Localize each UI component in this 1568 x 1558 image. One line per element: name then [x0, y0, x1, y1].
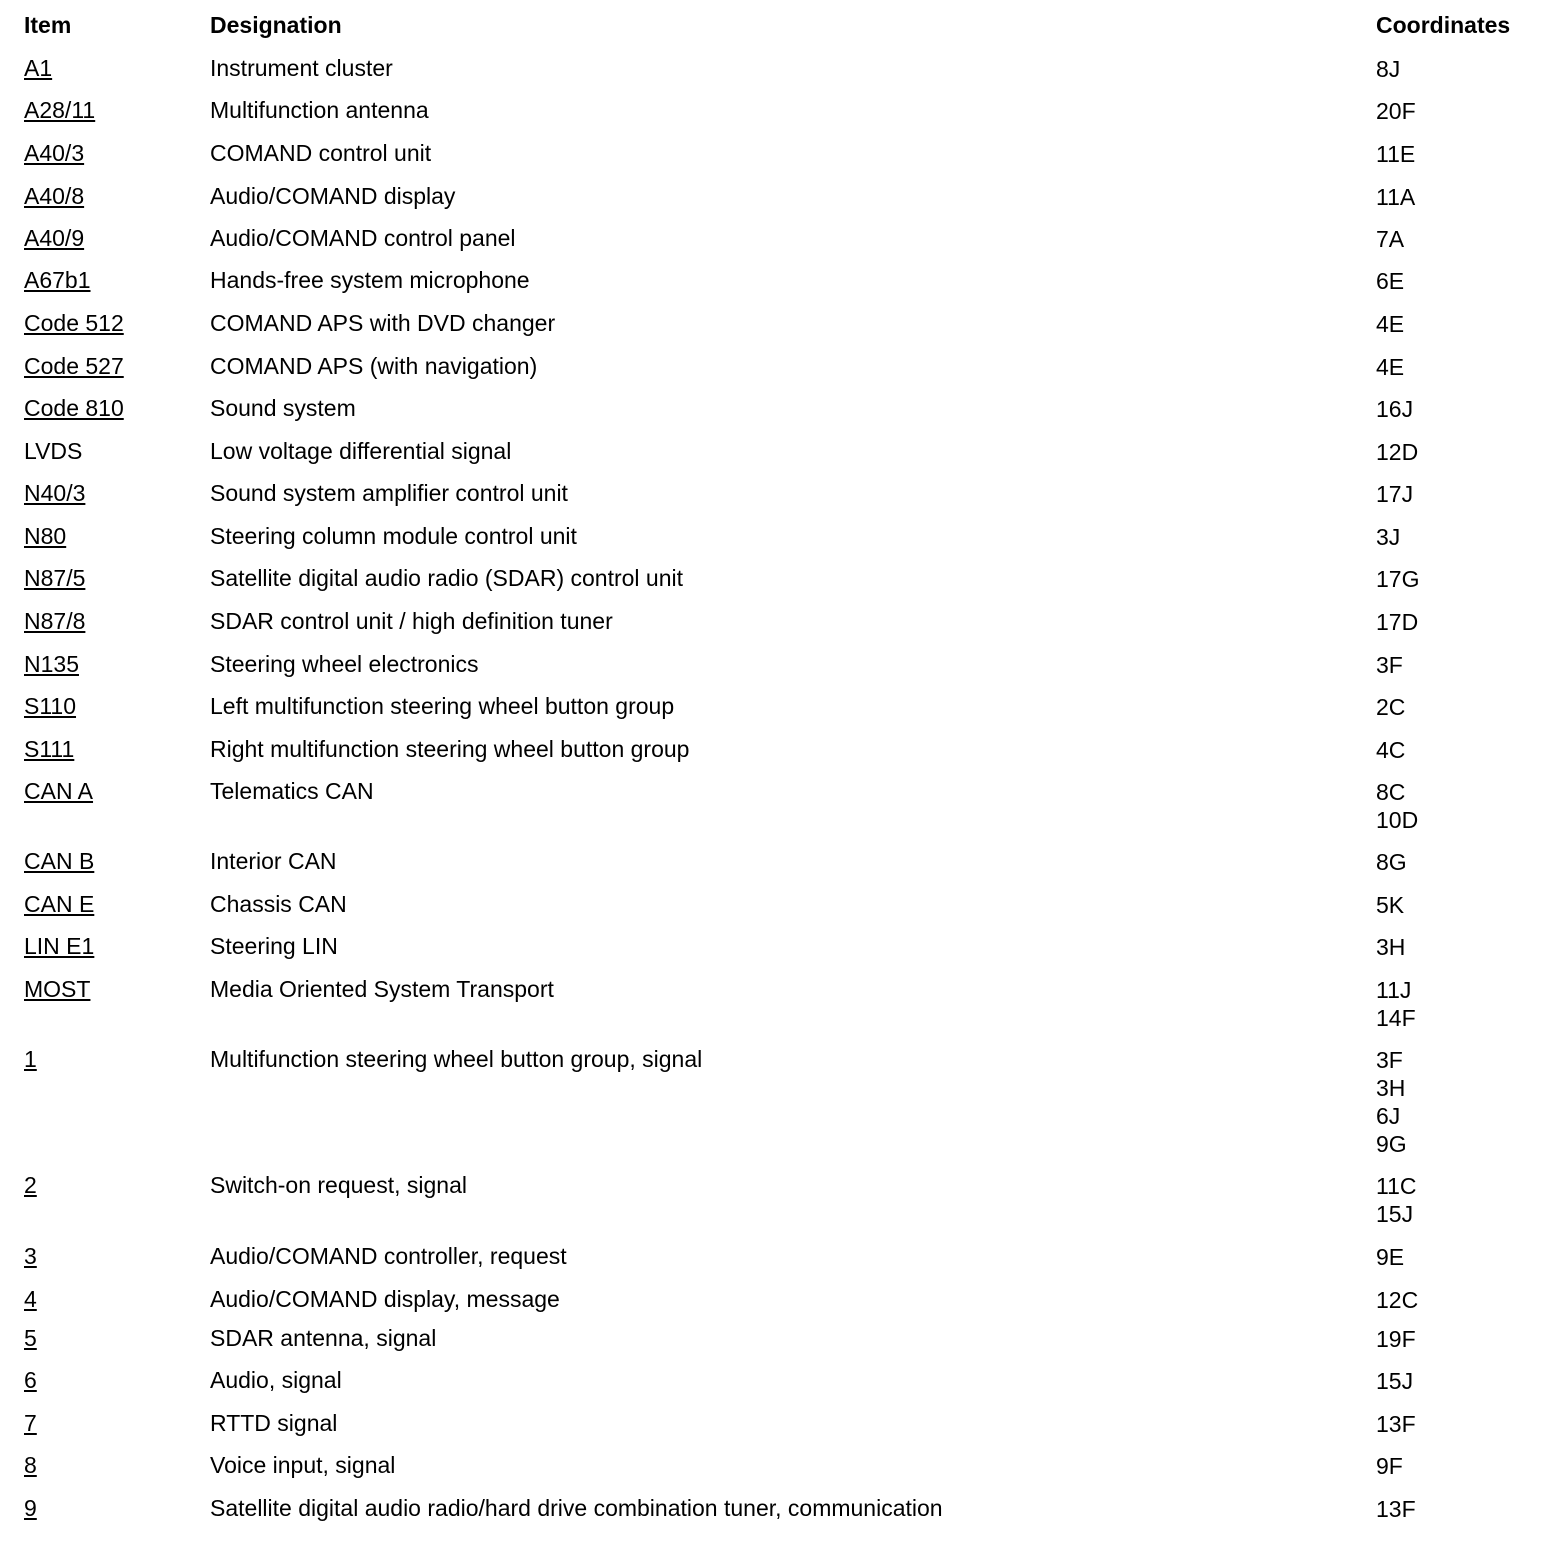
coordinate-value: 9F	[1376, 1453, 1403, 1479]
coordinate-value: 13F	[1376, 1411, 1416, 1437]
item-code: LVDS	[24, 438, 83, 464]
item-designation: Left multifunction steering wheel button group	[210, 693, 675, 719]
item-code-link[interactable]: 8	[24, 1452, 37, 1478]
item-coordinates	[1376, 693, 1405, 721]
item-designation: Audio, signal	[210, 1367, 342, 1393]
coordinate-value: 3H	[1376, 934, 1406, 960]
item-code-link[interactable]: 7	[24, 1410, 37, 1436]
coordinate-value: 3J	[1376, 524, 1401, 550]
coordinate-value: 8J	[1376, 56, 1401, 82]
coordinate-value: 10D	[1376, 807, 1419, 833]
item-designation: COMAND APS (with navigation)	[210, 353, 538, 379]
item-designation: Hands-free system microphone	[210, 267, 530, 293]
coordinate-value: 15J	[1376, 1368, 1414, 1394]
item-designation: SDAR control unit / high definition tuner	[210, 608, 613, 634]
item-code-link[interactable]: N87/5	[24, 565, 86, 591]
item-coordinates	[1376, 976, 1416, 1032]
coordinate-value: 8G	[1376, 849, 1407, 875]
item-code-link[interactable]: Code 527	[24, 353, 124, 379]
header-item: Item	[24, 12, 72, 38]
item-designation: RTTD signal	[210, 1410, 338, 1436]
item-designation: Audio/COMAND display, message	[210, 1286, 560, 1312]
item-designation: Low voltage differential signal	[210, 438, 512, 464]
item-coordinates	[1376, 1325, 1416, 1353]
item-code-link[interactable]: A40/8	[24, 183, 85, 209]
coordinate-value: 17G	[1376, 566, 1420, 592]
header-designation: Designation	[210, 12, 342, 38]
item-designation: Right multifunction steering wheel button group	[210, 736, 690, 762]
item-designation: Satellite digital audio radio/hard drive combination tuner, communication	[210, 1495, 943, 1521]
coordinate-value: 14F	[1376, 1005, 1416, 1031]
item-code-link[interactable]: CAN A	[24, 778, 94, 804]
coordinate-value: 12D	[1376, 439, 1419, 465]
item-coordinates	[1376, 891, 1404, 919]
coordinate-value: 20F	[1376, 98, 1416, 124]
header-coordinates: Coordinates	[1376, 12, 1511, 38]
item-coordinates	[1376, 848, 1407, 876]
item-coordinates	[1376, 523, 1400, 551]
table-header	[0, 12, 1568, 42]
item-code-link[interactable]: A67b1	[24, 267, 91, 293]
coordinate-value: 11A	[1376, 184, 1416, 210]
item-coordinates	[1376, 1172, 1417, 1228]
item-code-link[interactable]: A40/9	[24, 225, 85, 251]
item-code-link[interactable]: A1	[24, 55, 53, 81]
item-code-link[interactable]: LIN E1	[24, 933, 95, 959]
item-code-link[interactable]: A28/11	[24, 97, 96, 123]
coordinate-value: 13F	[1376, 1496, 1416, 1522]
coordinate-value: 9E	[1376, 1244, 1405, 1270]
coordinate-value: 3H	[1376, 1075, 1406, 1101]
coordinate-value: 2C	[1376, 694, 1406, 720]
item-coordinates	[1376, 353, 1404, 381]
item-coordinates	[1376, 1495, 1416, 1523]
coordinate-value: 11C	[1376, 1173, 1417, 1199]
item-code-link[interactable]: 1	[24, 1046, 37, 1072]
item-designation: COMAND control unit	[210, 140, 432, 166]
item-coordinates	[1376, 1452, 1403, 1480]
item-designation: Multifunction steering wheel button group, signal	[210, 1046, 703, 1072]
item-coordinates	[1376, 267, 1404, 295]
item-code-link[interactable]: 6	[24, 1367, 37, 1393]
item-coordinates	[1376, 608, 1418, 636]
coordinate-value: 19F	[1376, 1326, 1416, 1352]
item-code-link[interactable]: 2	[24, 1172, 37, 1198]
item-designation: Sound system	[210, 395, 356, 421]
coordinate-value: 6E	[1376, 268, 1405, 294]
item-designation: Multifunction antenna	[210, 97, 429, 123]
coordinate-value: 4C	[1376, 737, 1406, 763]
item-designation: Satellite digital audio radio (SDAR) control unit	[210, 565, 684, 591]
item-code-link[interactable]: 4	[24, 1286, 37, 1312]
coordinate-value: 6J	[1376, 1103, 1401, 1129]
item-code-link[interactable]: S111	[24, 736, 75, 762]
item-coordinates	[1376, 651, 1403, 679]
item-coordinates	[1376, 225, 1404, 253]
item-coordinates	[1376, 55, 1400, 83]
item-designation: Audio/COMAND control panel	[210, 225, 516, 251]
item-designation: Steering column module control unit	[210, 523, 577, 549]
coordinate-value: 4E	[1376, 354, 1405, 380]
item-coordinates	[1376, 1367, 1413, 1395]
item-code-link[interactable]: 5	[24, 1325, 37, 1351]
item-coordinates	[1376, 140, 1415, 168]
item-coordinates	[1376, 736, 1405, 764]
item-coordinates	[1376, 1243, 1404, 1271]
item-coordinates	[1376, 97, 1416, 125]
coordinate-value: 11J	[1376, 977, 1412, 1003]
item-code-link[interactable]: Code 512	[24, 310, 124, 336]
item-designation: Audio/COMAND display	[210, 183, 456, 209]
coordinate-value: 8C	[1376, 779, 1406, 805]
coordinate-value: 16J	[1376, 396, 1414, 422]
item-designation: Steering wheel electronics	[210, 651, 479, 677]
coordinate-value: 11E	[1376, 141, 1416, 167]
item-designation: Chassis CAN	[210, 891, 347, 917]
coordinate-value: 5K	[1376, 892, 1405, 918]
item-designation: Instrument cluster	[210, 55, 393, 81]
item-designation: Media Oriented System Transport	[210, 976, 554, 1002]
item-designation: Audio/COMAND controller, request	[210, 1243, 567, 1269]
coordinate-value: 12C	[1376, 1287, 1419, 1313]
item-coordinates	[1376, 1410, 1416, 1438]
item-code-link[interactable]: N135	[24, 651, 79, 677]
coordinate-value: 7A	[1376, 226, 1405, 252]
item-code-link[interactable]: 9	[24, 1495, 37, 1521]
item-code-link[interactable]: CAN E	[24, 891, 95, 917]
item-coordinates	[1376, 438, 1418, 466]
item-designation: Steering LIN	[210, 933, 338, 959]
item-code-link[interactable]: N80	[24, 523, 67, 549]
item-coordinates	[1376, 480, 1413, 508]
item-code-link[interactable]: N87/8	[24, 608, 86, 634]
coordinate-value: 4E	[1376, 311, 1405, 337]
item-designation: Voice input, signal	[210, 1452, 396, 1478]
item-coordinates	[1376, 778, 1418, 834]
item-designation: Switch-on request, signal	[210, 1172, 467, 1198]
coordinate-value: 3F	[1376, 1047, 1403, 1073]
item-code-link[interactable]: Code 810	[24, 395, 124, 421]
item-coordinates	[1376, 1046, 1407, 1158]
coordinate-value: 17J	[1376, 481, 1414, 507]
item-code-link[interactable]: N40/3	[24, 480, 86, 506]
coordinate-value: 15J	[1376, 1201, 1414, 1227]
item-coordinates	[1376, 310, 1404, 338]
item-coordinates	[1376, 183, 1415, 211]
item-code-link[interactable]: CAN B	[24, 848, 95, 874]
item-coordinates	[1376, 1286, 1418, 1314]
coordinate-value: 3F	[1376, 652, 1403, 678]
item-designation: SDAR antenna, signal	[210, 1325, 437, 1351]
coordinate-value: 17D	[1376, 609, 1419, 635]
item-designation: Sound system amplifier control unit	[210, 480, 568, 506]
item-code-link[interactable]: MOST	[24, 976, 91, 1002]
item-designation: Interior CAN	[210, 848, 337, 874]
item-code-link[interactable]: S110	[24, 693, 77, 719]
item-designation: COMAND APS with DVD changer	[210, 310, 556, 336]
item-code-link[interactable]: A40/3	[24, 140, 85, 166]
item-coordinates	[1376, 395, 1413, 423]
item-coordinates	[1376, 565, 1419, 593]
coordinate-value: 9G	[1376, 1131, 1407, 1157]
item-code-link[interactable]: 3	[24, 1243, 37, 1269]
item-coordinates	[1376, 933, 1405, 961]
item-designation: Telematics CAN	[210, 778, 374, 804]
